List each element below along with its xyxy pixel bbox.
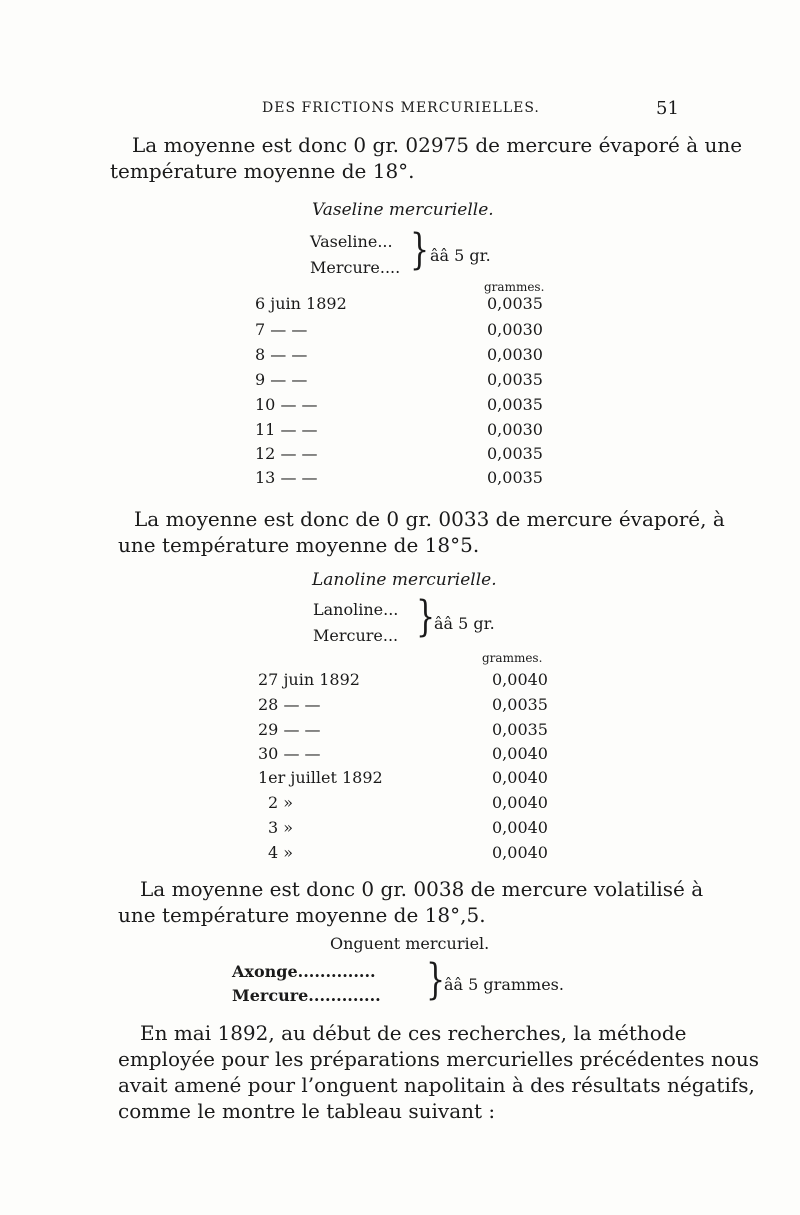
lanoline-row-date: 4 » <box>268 843 294 862</box>
lanoline-row-value: 0,0040 <box>492 670 548 689</box>
vaseline-row-date: 9 — — <box>255 370 308 389</box>
vaseline-row-value: 0,0035 <box>487 468 543 487</box>
paragraph-4-line-2: employée pour les préparations mercurielles précédentes nous <box>118 1047 760 1071</box>
paragraph-4-line-1: En mai 1892, au début de ces recherches, la méthode <box>140 1021 687 1045</box>
onguent-component-1: Axonge.............. <box>232 962 376 981</box>
vaseline-row-value: 0,0030 <box>487 420 543 439</box>
lanoline-row-value: 0,0040 <box>492 843 548 862</box>
onguent-component-2: Mercure............. <box>232 986 381 1005</box>
lanoline-row-value: 0,0035 <box>492 695 548 714</box>
paragraph-3-line-2: une température moyenne de 18°,5. <box>118 903 486 927</box>
page-number: 51 <box>656 98 679 119</box>
lanoline-component-2: Mercure... <box>313 626 399 645</box>
vaseline-amount: ââ 5 gr. <box>430 246 491 265</box>
vaseline-unit: grammes. <box>484 280 545 294</box>
lanoline-row-value: 0,0040 <box>492 744 548 763</box>
vaseline-row-value: 0,0030 <box>487 345 543 364</box>
lanoline-row-date: 27 juin 1892 <box>258 670 360 689</box>
paragraph-2-line-2: une température moyenne de 18°5. <box>118 533 480 557</box>
vaseline-row-value: 0,0035 <box>487 370 543 389</box>
vaseline-title: Vaseline mercurielle. <box>312 200 494 220</box>
vaseline-row-value: 0,0030 <box>487 320 543 339</box>
lanoline-unit: grammes. <box>482 651 543 665</box>
paragraph-1-line-1: La moyenne est donc 0 gr. 02975 de mercure évaporé à une <box>132 133 743 157</box>
lanoline-row-date: 29 — — <box>258 720 321 739</box>
lanoline-row-value: 0,0040 <box>492 793 548 812</box>
lanoline-row-value: 0,0035 <box>492 720 548 739</box>
vaseline-row-date: 10 — — <box>255 395 318 414</box>
onguent-amount: ââ 5 grammes. <box>444 975 564 994</box>
vaseline-row-value: 0,0035 <box>487 395 543 414</box>
vaseline-brace: } <box>410 225 430 275</box>
lanoline-row-date: 3 » <box>268 818 294 837</box>
vaseline-row-date: 8 — — <box>255 345 308 364</box>
lanoline-row-date: 2 » <box>268 793 294 812</box>
lanoline-amount: ââ 5 gr. <box>434 614 495 633</box>
lanoline-row-value: 0,0040 <box>492 818 548 837</box>
vaseline-component-1: Vaseline... <box>310 232 393 251</box>
vaseline-row-date: 11 — — <box>255 420 318 439</box>
paragraph-1-line-2: température moyenne de 18°. <box>110 159 415 183</box>
vaseline-row-date: 12 — — <box>255 444 318 463</box>
paragraph-4-line-4: comme le montre le tableau suivant : <box>118 1099 496 1123</box>
vaseline-row-value: 0,0035 <box>487 294 543 313</box>
lanoline-row-value: 0,0040 <box>492 768 548 787</box>
vaseline-row-date: 13 — — <box>255 468 318 487</box>
lanoline-row-date: 1er juillet 1892 <box>258 768 383 787</box>
lanoline-component-1: Lanoline... <box>313 600 399 619</box>
paragraph-4-line-3: avait amené pour l’onguent napolitain à des résultats négatifs, <box>118 1073 755 1097</box>
lanoline-row-date: 30 — — <box>258 744 321 763</box>
running-header: DES FRICTIONS MERCURIELLES. <box>262 100 540 116</box>
vaseline-row-value: 0,0035 <box>487 444 543 463</box>
vaseline-row-date: 6 juin 1892 <box>255 294 347 313</box>
vaseline-component-2: Mercure.... <box>310 258 401 277</box>
paragraph-2-line-1: La moyenne est donc de 0 gr. 0033 de mercure évaporé, à <box>134 507 725 531</box>
onguent-title: Onguent mercuriel. <box>330 934 490 953</box>
lanoline-brace: } <box>416 592 436 642</box>
lanoline-title: Lanoline mercurielle. <box>312 570 497 590</box>
lanoline-row-date: 28 — — <box>258 695 321 714</box>
paragraph-3-line-1: La moyenne est donc 0 gr. 0038 de mercure volatilisé à <box>140 877 704 901</box>
onguent-brace: } <box>426 955 446 1005</box>
vaseline-row-date: 7 — — <box>255 320 308 339</box>
